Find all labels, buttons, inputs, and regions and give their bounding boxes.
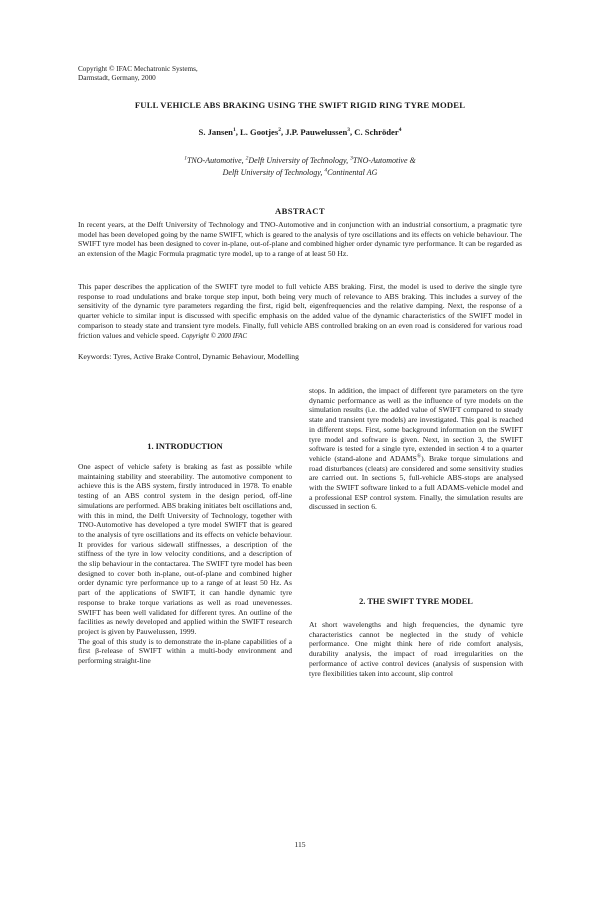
- affil-sup-1: 1: [184, 155, 187, 162]
- keywords: Keywords: Tyres, Active Brake Control, Dynamic Behaviour, Modelling: [78, 352, 299, 361]
- author-4-sup: 4: [398, 127, 402, 134]
- affil-text-5: Continental AG: [327, 168, 378, 177]
- right-column-text: stops. In addition, the impact of different tyre parameters on the tyre dynamic performance as well as the influence of tyre models on the simulation results (i.e. the added value of SWIFT compared to steady state and transient tyre models) are investigated. This goal is reached in different steps. First, some background information on the SWIFT tyre model and software is given. Next, in section 3, the SWIFT software is tested for a single tyre, extended in section 4 to a quarter vehicle (stand-alone and ADAMS: [309, 386, 523, 463]
- location-line: Darmstadt, Germany, 2000: [78, 74, 156, 83]
- section-1-paragraph-2: The goal of this study is to demonstrate the in-plane capabilities of a first β-release of SWIFT within a multi-body environment and performing straight-line: [78, 636, 292, 666]
- adams-registered-sup: ®: [416, 453, 422, 460]
- section-1-body: [78, 462, 292, 666]
- abstract-copyright: Copyright © 2000 IFAC: [181, 332, 247, 340]
- affil-sup-3: 3: [350, 155, 353, 162]
- paper-title: FULL VEHICLE ABS BRAKING USING THE SWIFT RIGID RING TYRE MODEL: [134, 100, 466, 110]
- page-number: 115: [294, 840, 306, 849]
- author-1: S. Jansen: [198, 127, 233, 137]
- section-1-paragraph-1: One aspect of vehicle safety is braking as fast as possible while maintaining stability and steerability. The automotive component to achieve this is the ABS system, firstly introduced in 1978. To enable testing of an ABS control system in the design period, off-line simulations are performed. ABS braking initiates belt oscillations and, with this in mind, the Delft University of Technology, together with TNO-Automotive has developed a tyre model SWIFT that is geared to the analysis of tyre oscillations and its effects on vehicle behaviour. It provides for various sidewall stiffnesses, a description of the stiffness of the tyre in low velocity conditions, and a description of the slip behaviour in the contactarea. The SWIFT tyre model has been designed to cover both in-plane, out-of-plane and combined higher order dynamic tyre performance up to a range of at least 50 Hz. As part of the applications of SWIFT, it can handle dynamic tyre response to brake torque variations as well as road unevenesses. SWIFT has been well validated for different tyres. An outline of the facilities as newly developed and applied within the SWIFT research project is given by Pauwelussen, 1999.: [78, 462, 292, 636]
- affil-text-1: TNO-Automotive,: [186, 156, 246, 165]
- abstract-paragraph-2: [78, 282, 522, 341]
- section-2-heading: 2. THE SWIFT TYRE MODEL: [359, 597, 473, 606]
- affiliation-line-2: [0, 167, 600, 179]
- author-3: J.P. Pauwelussen: [285, 127, 348, 137]
- affil-sup-4: 4: [324, 167, 328, 174]
- abstract-heading: ABSTRACT: [275, 206, 325, 216]
- right-column-text-b: ). Brake torque simulations and road disturbances (cleats) are considered and some sensitivity studies are carried out. In sections 5, full-vehicle ABS-stops are analysed with the SWIFT software linked to a full ADAMS-vehicle model and a professional ESP control system. Finally, the simulation results are discussed in section 6.: [309, 453, 523, 512]
- copyright-line: Copyright © IFAC Mechatronic Systems,: [78, 65, 198, 73]
- section-1-heading: 1. INTRODUCTION: [147, 442, 223, 451]
- author-list: S. Jansen$^1$, L. Gootjes$^2$, J.P. Pauwelussen$^3$, C. Schröder$^4$: [198, 127, 402, 137]
- author-2: L. Gootjes: [239, 127, 279, 137]
- affil-text-2: Delft University of Technology,: [248, 156, 351, 165]
- affiliation-line-1: [0, 155, 600, 167]
- copyright-header: [78, 65, 198, 83]
- author-2-sup: 2: [278, 127, 281, 134]
- affil-text-3: TNO-Automotive &: [352, 156, 416, 165]
- section-2-body: At short wavelengths and high frequencies, the dynamic tyre characteristics cannot be neglected in the study of vehicle performance. One might think here of ride comfort analysis, durability analysis, the impact of road irregularities on the performance of active control devices (analysis of suspension with tyre flexibilities taken into account, slip control: [309, 620, 523, 678]
- author-3-sup: 3: [347, 127, 350, 134]
- author-4: C. Schröder: [354, 127, 399, 137]
- abstract-paragraph-1: In recent years, at the Delft University of Technology and TNO-Automotive and in conjunction with an industrial consortium, a pragmatic tyre model has been developed going by the name SWIFT, which is geared to the analysis of tyre oscillations and its effects on vehicle behaviour. The SWIFT tyre model has been designed to cover in-plane, out-of-plane and combined higher order dynamic tyre performance. It can be regarded as an extension of the Magic Formula pragmatic tyre model, up to a range of at least 50 Hz.: [78, 220, 522, 259]
- abstract-paragraph-2-text: This paper describes the application of the SWIFT tyre model to full vehicle ABS braking. First, the model is used to derive the single tyre response to road undulations and brake torque step input, both being very much of relevance to ABS braking. This includes a survey of the sensitivity of the dynamic tyre parameters regarding the first, rigid belt, eigenfrequencies and the relative damping. Next, the response of a quarter vehicle to similar input is discussed with specific emphasis on the added value of the dynamic characteristics of the SWIFT model in comparison to steady state and transient tyre models. Finally, full vehicle ABS controlled braking on an even road is considered for various road friction values and vehicle speed.: [78, 282, 522, 340]
- affil-sup-2: 2: [245, 155, 249, 162]
- right-column-intro: [309, 386, 523, 512]
- affil-text-4: Delft University of Technology,: [222, 168, 325, 177]
- affiliations: [0, 155, 600, 179]
- author-1-sup: 1: [232, 127, 236, 134]
